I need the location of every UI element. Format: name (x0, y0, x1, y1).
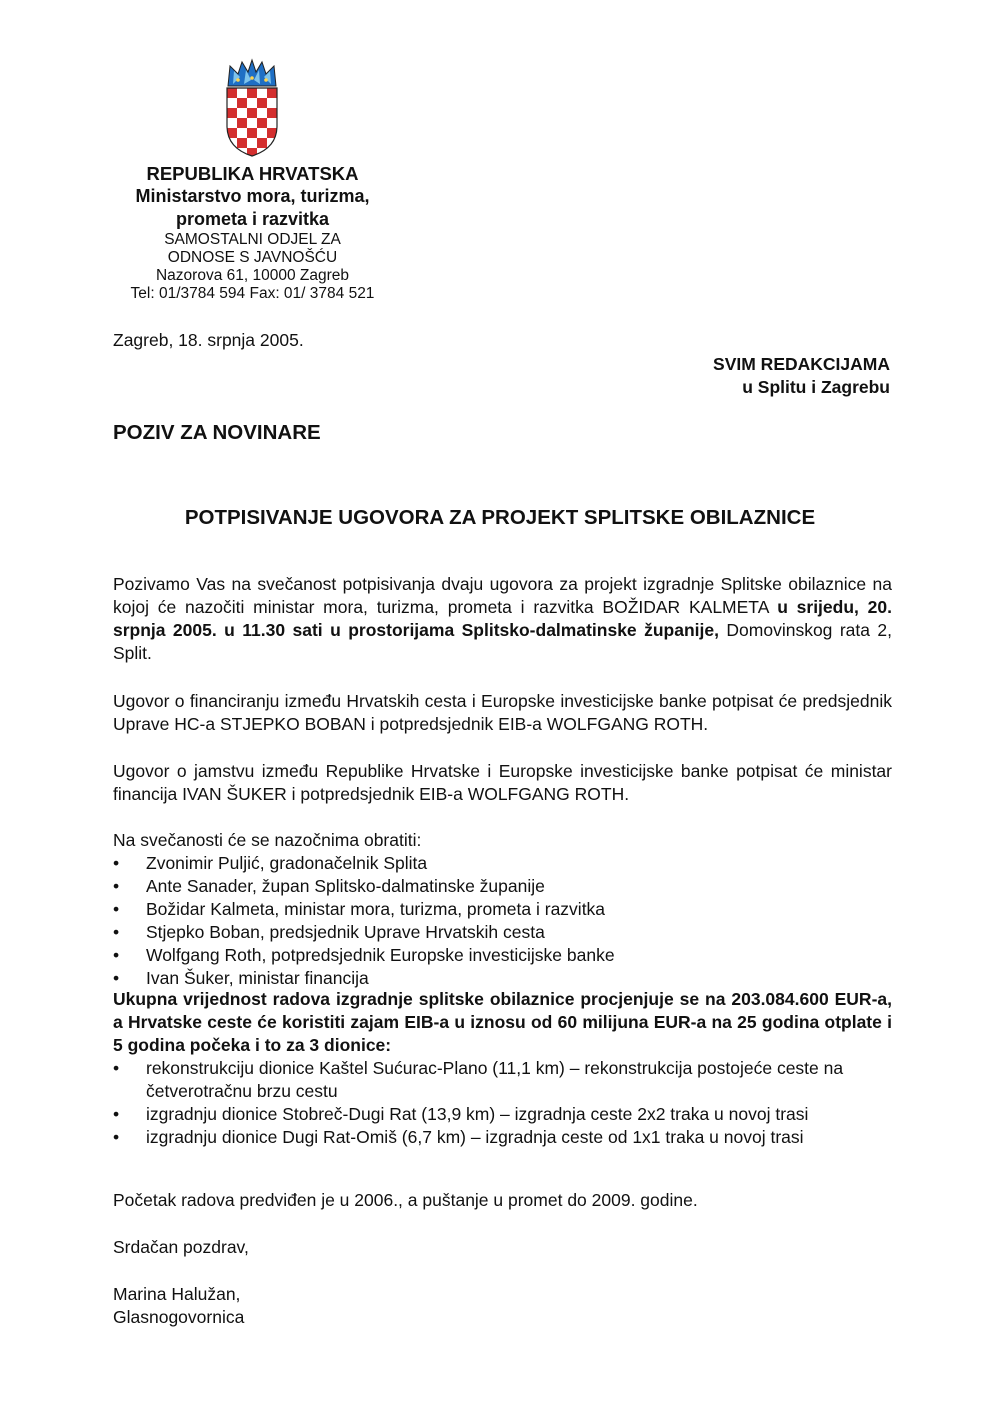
speakers-intro: Na svečanosti će se nazočnima obratiti: (113, 830, 422, 850)
list-item: • Wolfgang Roth, potpredsjednik Europske investicijske banke (113, 945, 615, 965)
greeting: Srdačan pozdrav, (113, 1237, 249, 1257)
schedule-paragraph: Početak radova predviđen je u 2006., a puštanje u promet do 2009. godine. (113, 1190, 698, 1210)
list-item: • izgradnju dionice Dugi Rat-Omiš (6,7 km) – izgradnja ceste od 1x1 traka u novoj trasi (113, 1127, 804, 1147)
list-item: • Zvonimir Puljić, gradonačelnik Splita (113, 853, 428, 873)
bullet-icon: • (113, 899, 120, 919)
bullet-icon: • (113, 922, 120, 942)
bullet-icon: • (113, 945, 120, 965)
financing-paragraph: Ugovor o financiranju između Hrvatskih cesta i Europske investicijske banke potpisat će predsjednik Uprave HC-a STJEPKO BOBAN i potpredsjednik EIB-a WOLFGANG ROTH. (113, 691, 892, 734)
bullet-icon: • (113, 1058, 120, 1078)
document-title: POTPISIVANJE UGOVORA ZA PROJEKT SPLITSKE OBILAZNICE (184, 506, 816, 529)
speakers-list (113, 852, 892, 990)
invitation-text-1: Pozivamo Vas na svečanost potpisivanja dvaju ugovora za projekt izgradnje Splitske obilaznice na kojoj će nazočiti ministar mora, turizma, prometa i razvitka BOŽIDAR KALMETA (113, 574, 892, 617)
signature-role: Glasnogovornica (113, 1307, 245, 1327)
bullet-icon: • (113, 1104, 120, 1124)
list-item: • Ivan Šuker, ministar financija (113, 968, 369, 988)
department-line2: ODNOSE S JAVNOŠĆU (167, 249, 338, 266)
crown (228, 60, 276, 86)
speakers-section (113, 829, 892, 990)
guarantee-paragraph: Ugovor o jamstvu između Republike Hrvatske i Europske investicijske banke potpisat će ministar financija IVAN ŠUKER i potpredsjednik EIB-a WOLFGANG ROTH. (113, 761, 892, 804)
coat-of-arms-icon (224, 58, 280, 158)
invitation-text-bold: u srijedu, 20. srpnja 2005. u 11.30 sati u prostorijama Splitsko-dalmatinske županije, (113, 597, 893, 640)
bullet-icon: • (113, 876, 120, 896)
country-name: REPUBLIKA HRVATSKA (146, 163, 359, 184)
address: Nazorova 61, 10000 Zagreb (155, 267, 350, 284)
document-heading: POZIV ZA NOVINARE (113, 421, 321, 444)
ministry-name-line2: prometa i razvitka (175, 209, 330, 229)
list-item: • Stjepko Boban, predsjednik Uprave Hrvatskih cesta (113, 922, 545, 942)
bullet-icon: • (113, 853, 120, 873)
signature-block (113, 1283, 244, 1329)
project-value-paragraph: Ukupna vrijednost radova izgradnje splitske obilaznice procjenjuje se na 203.084.600 EUR-a, a Hrvatske ceste će koristiti zajam EIB-a u iznosu od 60 milijuna EUR-a na 25 godina otplate i 5 godina počeka i to za 3 dionice: (113, 989, 892, 1055)
bullet-icon: • (113, 968, 120, 988)
ministry-name-line1: Ministarstvo mora, turizma, (135, 186, 370, 206)
recipient-block (713, 353, 890, 399)
invitation-paragraph (113, 573, 892, 665)
recipient-line1: SVIM REDAKCIJAMA (713, 354, 890, 374)
phone-fax: Tel: 01/3784 594 Fax: 01/ 3784 521 (130, 285, 375, 302)
list-item: • Božidar Kalmeta, ministar mora, turizma, prometa i razvitka (113, 899, 606, 919)
list-item: • Ante Sanader, župan Splitsko-dalmatinske županije (113, 876, 545, 896)
list-item: • izgradnju dionice Stobreč-Dugi Rat (13,9 km) – izgradnja ceste 2x2 traka u novoj trasi (113, 1104, 809, 1124)
department-line1: SAMOSTALNI ODJEL ZA (164, 231, 341, 248)
list-item: • rekonstrukciju dionice Kaštel Sućurac-Plano (11,1 km) – rekonstrukcija postojeće ceste na četverotračnu brzu cestu (113, 1058, 844, 1101)
signature-name: Marina Halužan, (113, 1284, 241, 1304)
bullet-icon: • (113, 1127, 120, 1147)
document-date: Zagreb, 18. srpnja 2005. (113, 330, 304, 350)
sections-list (113, 1057, 892, 1149)
institution-header (100, 162, 405, 303)
recipient-line2: u Splitu i Zagrebu (742, 377, 890, 397)
invitation-text-2: Domovinskog rata 2, Split. (113, 620, 892, 663)
